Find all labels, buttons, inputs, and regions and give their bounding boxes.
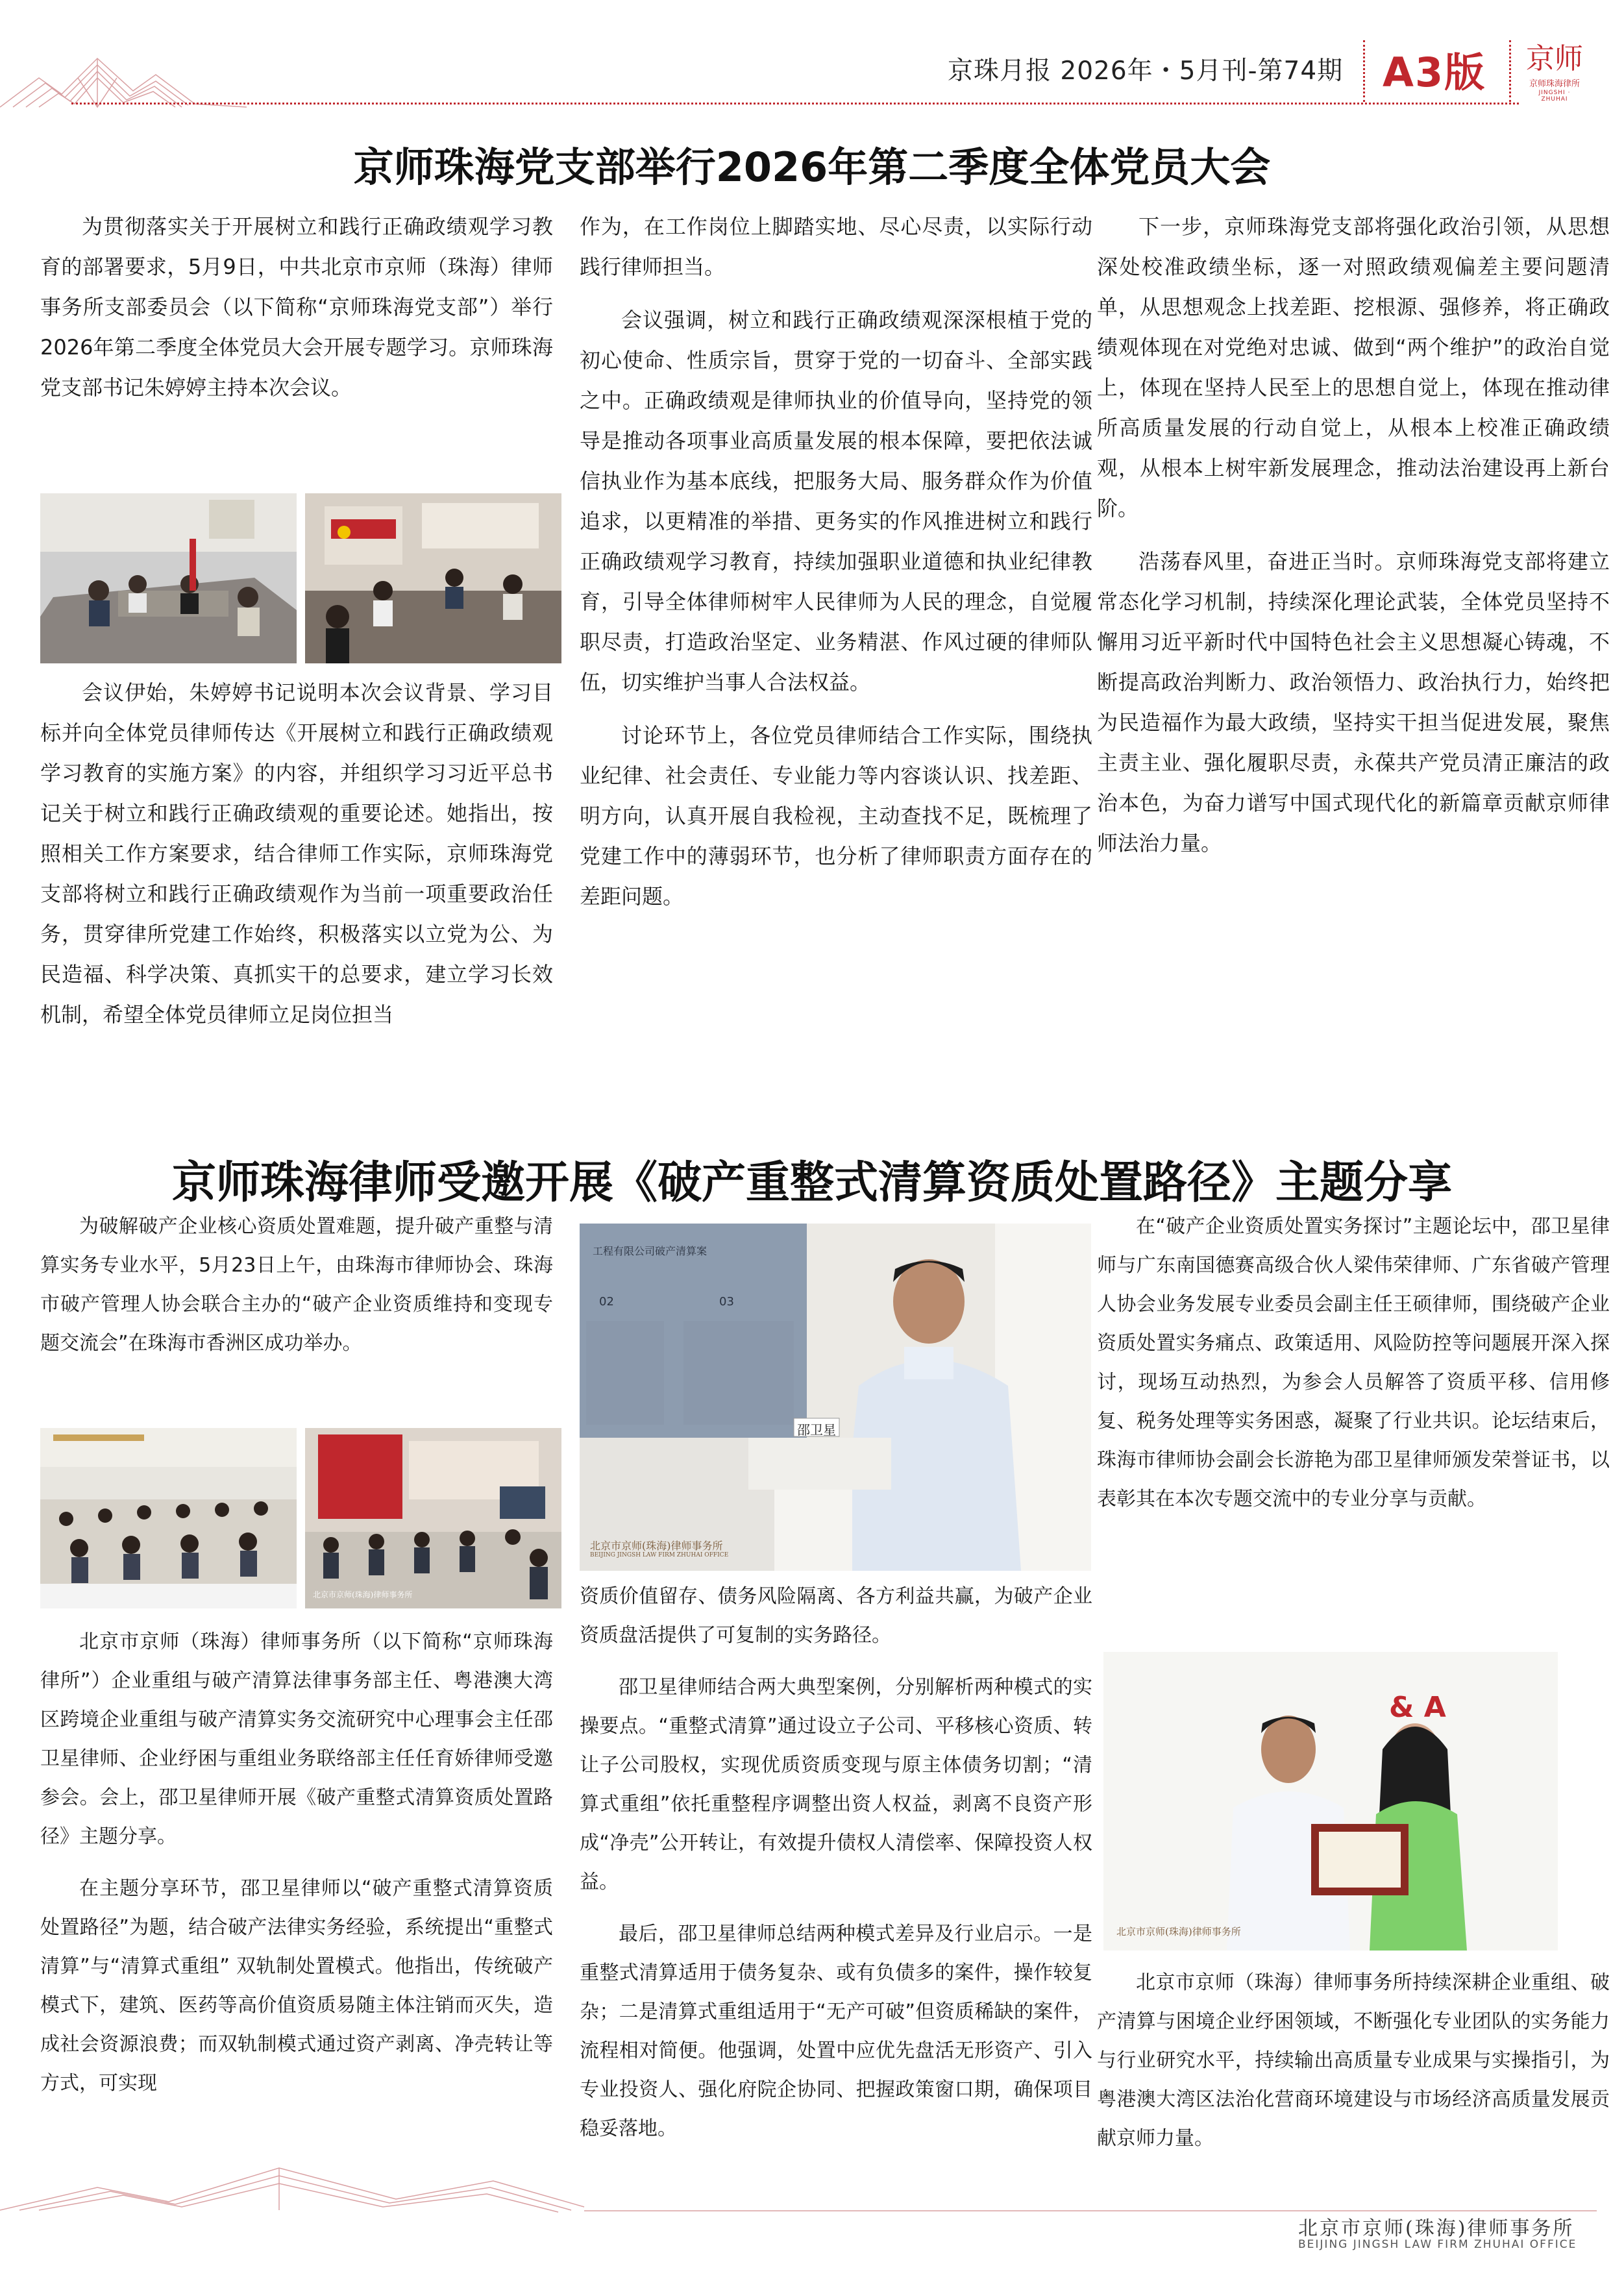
speaker-photo: [580, 1224, 1091, 1571]
photo-watermark-en: BEIJING JINGSH LAW FIRM ZHUHAI OFFICE: [590, 1552, 729, 1558]
paragraph: 作为，在工作岗位上脚踏实地、尽心尽责，以实际行动践行律师担当。: [580, 214, 1092, 279]
paragraph: 资质价值留存、债务风险隔离、各方利益共赢，为破产企业资质盘活提供了可复制的实务路径。: [580, 1585, 1092, 1647]
header-rule: [71, 103, 1519, 105]
slide-number: 03: [719, 1295, 734, 1309]
header-mountain-decoration: [0, 45, 247, 110]
edition-label: A3版: [1383, 49, 1486, 96]
forum-photo-1: [40, 1428, 297, 1608]
article1-column-1b: [40, 672, 553, 1048]
article1-column-2: [580, 206, 1092, 929]
article2-column-3: [1097, 1207, 1610, 1532]
meeting-photo-1: [40, 493, 297, 663]
paragraph: 会议强调，树立和践行正确政绩观深深根植于党的初心使命、性质宗旨，贯穿于党的一切奋斗、全部实践之中。正确政绩观是律师执业的价值导向，坚持党的领导是推动各项事业高质量发展的根本保障，要把依法诚信执业作为基本底线，把服务大局、服务群众作为价值追求，以更精准的举措、更务实的作风推进树立和践行正确政绩观学习教育，持续加强职业道德和执业纪律教育，引导全体律师树牢人民律师为人民的理念，自觉履职尽责，打造政治坚定、业务精湛、作风过硬的律师队伍，切实维护当事人合法权益。: [580, 308, 1092, 695]
article1-title: 京师珠海党支部举行2026年第二季度全体党员大会: [353, 143, 1271, 191]
logo-mark: 京师: [1526, 42, 1583, 75]
paragraph: 下一步，京师珠海党支部将强化政治引领，从思想深处校准政绩坐标，逐一对照政绩观偏差主要问题清单，从思想观念上找差距、挖根源、强修养，将正确政绩观体现在对党绝对忠诚、做到“两个维护”的政治自觉上，体现在坚持人民至上的思想自觉上，体现在推动律所高质量发展的行动自觉上，从根本上校准正确政绩观，从根本上树牢新发展理念，推动法治建设再上新台阶。: [1097, 214, 1610, 521]
backdrop-text: & A: [1389, 1691, 1446, 1724]
header-separator: [1509, 40, 1512, 102]
paragraph: 最后，邵卫星律师总结两种模式差异及行业启示。一是重整式清算适用于债务复杂、或有负债多的案件，操作较复杂；二是清算式重组适用于“无产可破”但资质稀缺的案件，流程相对简便。他强调，处置中应优先盘活无形资产、引入专业投资人、强化府院企协同、把握政策窗口期，确保项目稳妥落地。: [580, 1923, 1092, 2140]
masthead: 京珠月报 2026年・5月刊-第74期: [948, 56, 1344, 86]
forum-photo-2: [305, 1428, 561, 1608]
photo-watermark: 北京市京师(珠海)律师事务所: [313, 1590, 413, 1599]
logo-subtitle-en: JINGSHI · ZHUHAI: [1538, 90, 1571, 103]
paragraph: 北京市京师（珠海）律师事务所持续深耕企业重组、破产清算与困境企业纾困领域，不断强化专业团队的实务能力与行业研究水平，持续输出高质量专业成果与实操指引，为粤港澳大湾区法治化营商环境建设与市场经济高质量发展贡献京师力量。: [1097, 1971, 1610, 2150]
paragraph: 北京市京师（珠海）律师事务所（以下简称“京师珠海律所”）企业重组与破产清算法律事务部主任、粤港澳大湾区跨境企业重组与破产清算实务交流研究中心理事会主任邵卫星律师、企业纾困与重组业务联络部主任任育娇律师受邀参会。会上，邵卫星律师开展《破产重整式清算资质处置路径》主题分享。: [40, 1631, 553, 1848]
footer-mountain-decoration: [0, 2161, 1624, 2213]
paragraph: 邵卫星律师结合两大典型案例，分别解析两种模式的实操要点。“重整式清算”通过设立子公司、平移核心资质、转让子公司股权，实现优质资质变现与原主体债务切割；“清算式重组”依托重整程序调整出资人权益，剥离不良资产形成“净壳”公开转让，有效提升债权人清偿率、保障投资人权益。: [580, 1676, 1092, 1893]
article2-title: 京师珠海律师受邀开展《破产重整式清算资质处置路径》主题分享: [171, 1157, 1452, 1209]
article2-column-3b: [1097, 1963, 1610, 2171]
article2-column-1b: [40, 1623, 553, 2116]
footer-firm-name-en: BEIJING JINGSH LAW FIRM ZHUHAI OFFICE: [1298, 2238, 1577, 2251]
paragraph: 在“破产企业资质处置实务探讨”主题论坛中，邵卫星律师与广东南国德赛高级合伙人梁伟荣律师、广东省破产管理人协会业务发展专业委员会副主任王硕律师，围绕破产企业资质处置实务痛点、政策适用、风险防控等问题展开深入探讨，现场互动热烈，为参会人员解答了资质平移、信用修复、税务处理等实务困惑，凝聚了行业共识。论坛结束后，珠海市律师协会副会长游艳为邵卫星律师颁发荣誉证书，以表彰其在本次专题交流中的专业分享与贡献。: [1097, 1215, 1610, 1510]
firm-logo: [1525, 39, 1584, 104]
photo-watermark: 北京市京师(珠海)律师事务所: [1116, 1926, 1241, 1938]
paragraph: 为破解破产企业核心资质处置难题，提升破产重整与清算实务专业水平，5月23日上午，由珠海市律师协会、珠海市破产管理人协会联合主办的“破产企业资质维持和变现专题交流会”在珠海市香洲区成功举办。: [40, 1215, 553, 1355]
award-photo: [1103, 1652, 1558, 1951]
article1-column-3: [1097, 206, 1610, 876]
article2-column-2: [580, 1577, 1092, 2161]
paragraph: 会议伊始，朱婷婷书记说明本次会议背景、学习目标并向全体党员律师传达《开展树立和践行正确政绩观学习教育的实施方案》的内容，并组织学习习近平总书记关于树立和践行正确政绩观的重要论述。她指出，按照相关工作方案要求，结合律师工作实际，京师珠海党支部将树立和践行正确政绩观作为当前一项重要政治任务，贯穿律所党建工作始终，积极落实以立党为公、为民造福、科学决策、真抓实干的总要求，建立学习长效机制，希望全体党员律师立足岗位担当: [40, 680, 553, 1027]
meeting-photo-2: [305, 493, 561, 663]
paragraph: 在主题分享环节，邵卫星律师以“破产重整式清算资质处置路径”为题，结合破产法律实务经验，系统提出“重整式清算”与“清算式重组” 双轨制处置模式。他指出，传统破产模式下，建筑、医药等高价值资质易随主体注销而灭失，造成社会资源浪费；而双轨制模式通过资产剥离、净壳转让等方式，可实现: [40, 1877, 553, 2095]
presentation-slide: [580, 1224, 807, 1438]
paragraph: 浩荡春风里，奋进正当时。京师珠海党支部将建立常态化学习机制，持续深化理论武装，全体党员坚持不懈用习近平新时代中国特色社会主义思想凝心铸魂，不断提高政治判断力、政治领悟力、政治执行力，始终把为民造福作为最大政绩，坚持实干担当促进发展，聚焦主责主业、强化履职尽责，永葆共产党员清正廉洁的政治本色，为奋力谱写中国式现代化的新篇章贡献京师律师法治力量。: [1097, 549, 1610, 855]
header-separator: [1363, 40, 1366, 102]
article2-column-1: [40, 1207, 553, 1376]
paragraph: 为贯彻落实关于开展树立和践行正确政绩观学习教育的部署要求，5月9日，中共北京市京师（珠海）律师事务所支部委员会（以下简称“京师珠海党支部”）举行2026年第二季度全体党员大会开展专题学习。京师珠海党支部书记朱婷婷主持本次会议。: [40, 214, 553, 400]
logo-subtitle: 京师珠海律所: [1529, 79, 1580, 89]
slide-number: 02: [599, 1295, 614, 1309]
slide-heading: 工程有限公司破产清算案: [593, 1245, 707, 1257]
paragraph: 讨论环节上，各位党员律师结合工作实际，围绕执业纪律、社会责任、专业能力等内容谈认识、找差距、明方向，认真开展自我检视，主动查找不足，既梳理了党建工作中的薄弱环节，也分析了律师职责方面存在的差距问题。: [580, 723, 1092, 909]
photo-watermark: 北京市京师(珠海)律师事务所: [590, 1540, 723, 1552]
footer-firm-name: 北京市京师(珠海)律师事务所: [1298, 2217, 1575, 2240]
speaker-nameplate: 邵卫星: [797, 1422, 836, 1438]
article1-column-1: [40, 206, 553, 421]
